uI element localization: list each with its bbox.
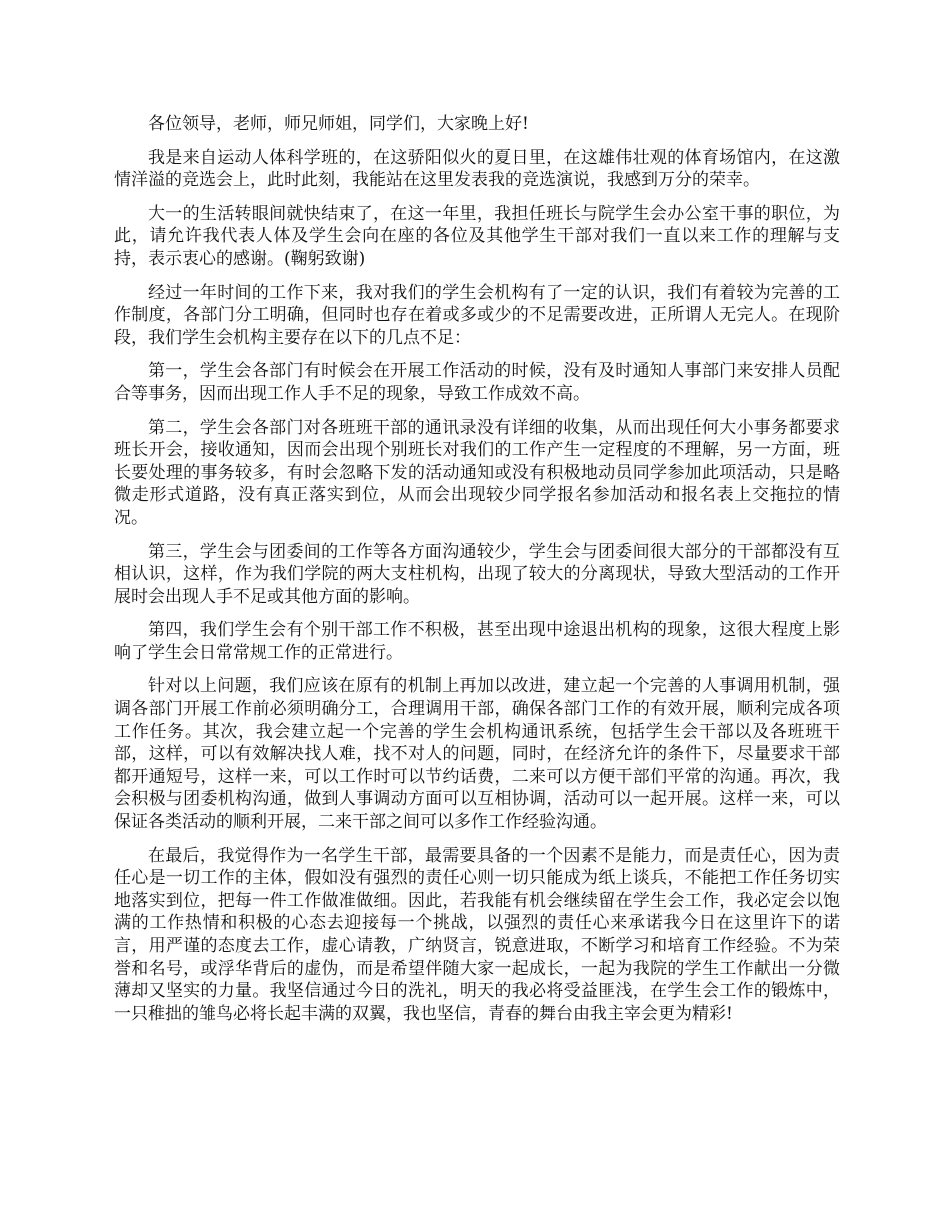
paragraph-introduction: 我是来自运动人体科学班的，在这骄阳似火的夏日里，在这雄伟壮观的体育场馆内，在这激情洋溢的竞选会上，此时此刻，我能站在这里发表我的竞选演说，我感到万分的荣幸。 <box>114 147 840 191</box>
paragraph-point-four: 第四，我们学生会有个别干部工作不积极，甚至出现中途退出机构的现象，这很大程度上影响了学生会日常常规工作的正常进行。 <box>114 620 840 663</box>
paragraph-point-two: 第二，学生会各部门对各班班干部的通讯录没有详细的收集，从而出现任何大小事务都要求班长开会，接收通知，因而会出现个别班长对我们的工作产生一定程度的不理解，另一方面，班长要处理的事务较多，有时会忽略下发的活动通知或没有积极地动员同学参加此项活动，只是略微走形式道路，没有真正落实到位，从而会出现较少同学报名参加活动和报名表上交拖拉的情况。 <box>114 417 840 528</box>
paragraph-point-one: 第一，学生会各部门有时候会在开展工作活动的时候，没有及时通知人事部门来安排人员配合等事务，因而出现工作人手不足的现象，导致工作成效不高。 <box>114 361 840 404</box>
paragraph-thanks: 大一的生活转眼间就快结束了，在这一年里，我担任班长与院学生会办公室干事的职位，为此，请允许我代表人体及学生会向在座的各位及其他学生干部对我们一直以来工作的理解与支持，表示衷心的感谢。(鞠躬致谢) <box>114 203 840 269</box>
paragraph-overview: 经过一年时间的工作下来，我对我们的学生会机构有了一定的认识，我们有着较为完善的工作制度，各部门分工明确，但同时也存在着或多或少的不足需要改进，正所谓人无完人。在现阶段，我们学生会机构主要存在以下的几点不足： <box>114 282 840 348</box>
paragraph-improvements: 针对以上问题，我们应该在原有的机制上再加以改进，建立起一个完善的人事调用机制，强调各部门开展工作前必须明确分工，合理调用干部，确保各部门工作的有效开展，顺利完成各项工作任务。其次，我会建立起一个完善的学生会机构通讯系统，包括学生会干部以及各班班干部，这样，可以有效解决找人难，找不对人的问题，同时，在经济允许的条件下，尽量要求干部都开通短号，这样一来，可以工作时可以节约话费，二来可以方便干部们平常的沟通。再次，我会积极与团委机构沟通，做到人事调动方面可以互相协调，活动可以一起开展。这样一来，可以保证各类活动的顺利开展，二来干部之间可以多作工作经验沟通。 <box>114 676 840 833</box>
paragraph-point-three: 第三，学生会与团委间的工作等各方面沟通较少，学生会与团委间很大部分的干部都没有互相认识，这样，作为我们学院的两大支柱机构，出现了较大的分离现状，导致大型活动的工作开展时会出现人手不足或其他方面的影响。 <box>114 541 840 607</box>
document-body <box>114 113 840 1036</box>
paragraph-greeting: 各位领导，老师，师兄师姐，同学们，大家晚上好! <box>148 114 529 134</box>
paragraph-conclusion: 在最后，我觉得作为一名学生干部，最需要具备的一个因素不是能力，而是责任心，因为责任心是一切工作的主体，假如没有强烈的责任心则一切只能成为纸上谈兵，不能把工作任务切实地落实到位，把每一件工作做准做细。因此，若我能有机会继续留在学生会工作，我必定会以饱满的工作热情和积极的心态去迎接每一个挑战，以强烈的责任心来承诺我今日在这里许下的诺言，用严谨的态度去工作，虚心请教，广纳贤言，锐意进取，不断学习和培育工作经验。不为荣誉和名号，或浮华背后的虚伪，而是希望伴随大家一起成长，一起为我院的学生工作献出一分微薄却又坚实的力量。我坚信通过今日的洗礼，明天的我必将受益匪浅，在学生会工作的锻炼中，一只稚拙的雏鸟必将长起丰满的双翼，我也坚信，青春的舞台由我主宰会更为精彩! <box>114 845 840 1024</box>
